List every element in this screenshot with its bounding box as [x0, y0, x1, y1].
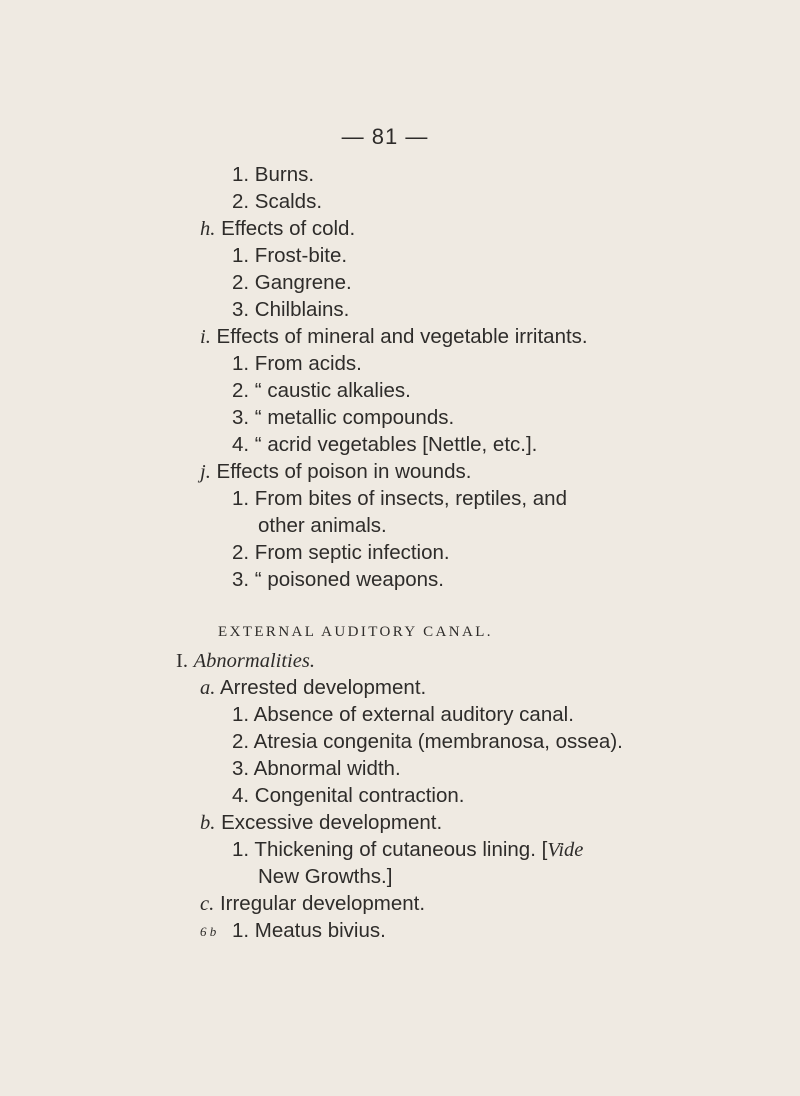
heading-c [200, 891, 425, 917]
item-meatus: 1. Meatus bivius. [232, 919, 386, 942]
thickening-text: 1. Thickening of cutaneous lining. [ [232, 838, 548, 861]
item-width: 3. Abnormal width. [232, 757, 401, 780]
letter-j: j. [200, 461, 211, 483]
heading-b [200, 810, 442, 836]
item-caustic: 2. “ caustic alkalies. [232, 379, 411, 402]
heading-j [200, 459, 471, 485]
text-c: Irregular development. [219, 892, 426, 915]
roman-numeral: I. [176, 650, 188, 672]
item-frostbite: 1. Frost-bite. [232, 244, 348, 267]
signature-mark: 6 b [200, 924, 217, 939]
item-septic: 2. From septic infection. [232, 541, 450, 564]
letter-b: b. [200, 812, 216, 834]
letter-i: i. [200, 326, 211, 348]
letter-h: h. [200, 218, 216, 240]
item-absence: 1. Absence of external auditory canal. [232, 703, 574, 726]
text-b: Excessive development. [221, 811, 443, 834]
letter-a: a. [200, 677, 216, 699]
item-acids: 1. From acids. [232, 352, 362, 375]
item-acrid: 4. “ acrid vegetables [Nettle, etc.]. [232, 433, 538, 456]
heading-a [200, 675, 426, 701]
item-gangrene: 2. Gangrene. [232, 271, 352, 294]
item-atresia: 2. Atresia congenita (membranosa, ossea). [232, 730, 623, 753]
item-chilblains: 3. Chilblains. [232, 298, 350, 321]
item-scalds: 2. Scalds. [232, 190, 323, 213]
letter-c: c. [200, 893, 215, 915]
item-bites: 1. From bites of insects, reptiles, and [232, 487, 567, 510]
item-growths: New Growths.] [258, 865, 393, 888]
text-a: Arrested development. [219, 676, 427, 699]
section-heading: EXTERNAL AUDITORY CANAL. [218, 624, 493, 640]
heading-h [200, 216, 355, 242]
item-burns: 1. Burns. [232, 163, 315, 186]
vide-text: Vide [547, 839, 584, 861]
text-j: Effects of poison in wounds. [216, 460, 472, 483]
text-i: Effects of mineral and vegetable irritants. [216, 325, 588, 348]
title-abnormalities: Abnormalities. [193, 650, 315, 672]
item-contraction: 4. Congenital contraction. [232, 784, 465, 807]
heading-i [200, 324, 588, 350]
item-poisoned: 3. “ poisoned weapons. [232, 568, 444, 591]
section-title [176, 648, 315, 674]
text-h: Effects of cold. [221, 217, 356, 240]
item-metallic: 3. “ metallic compounds. [232, 406, 455, 429]
item-thickening [232, 837, 583, 863]
item-bites-cont: other animals. [258, 514, 387, 537]
page-number: — 81 — [341, 124, 429, 149]
